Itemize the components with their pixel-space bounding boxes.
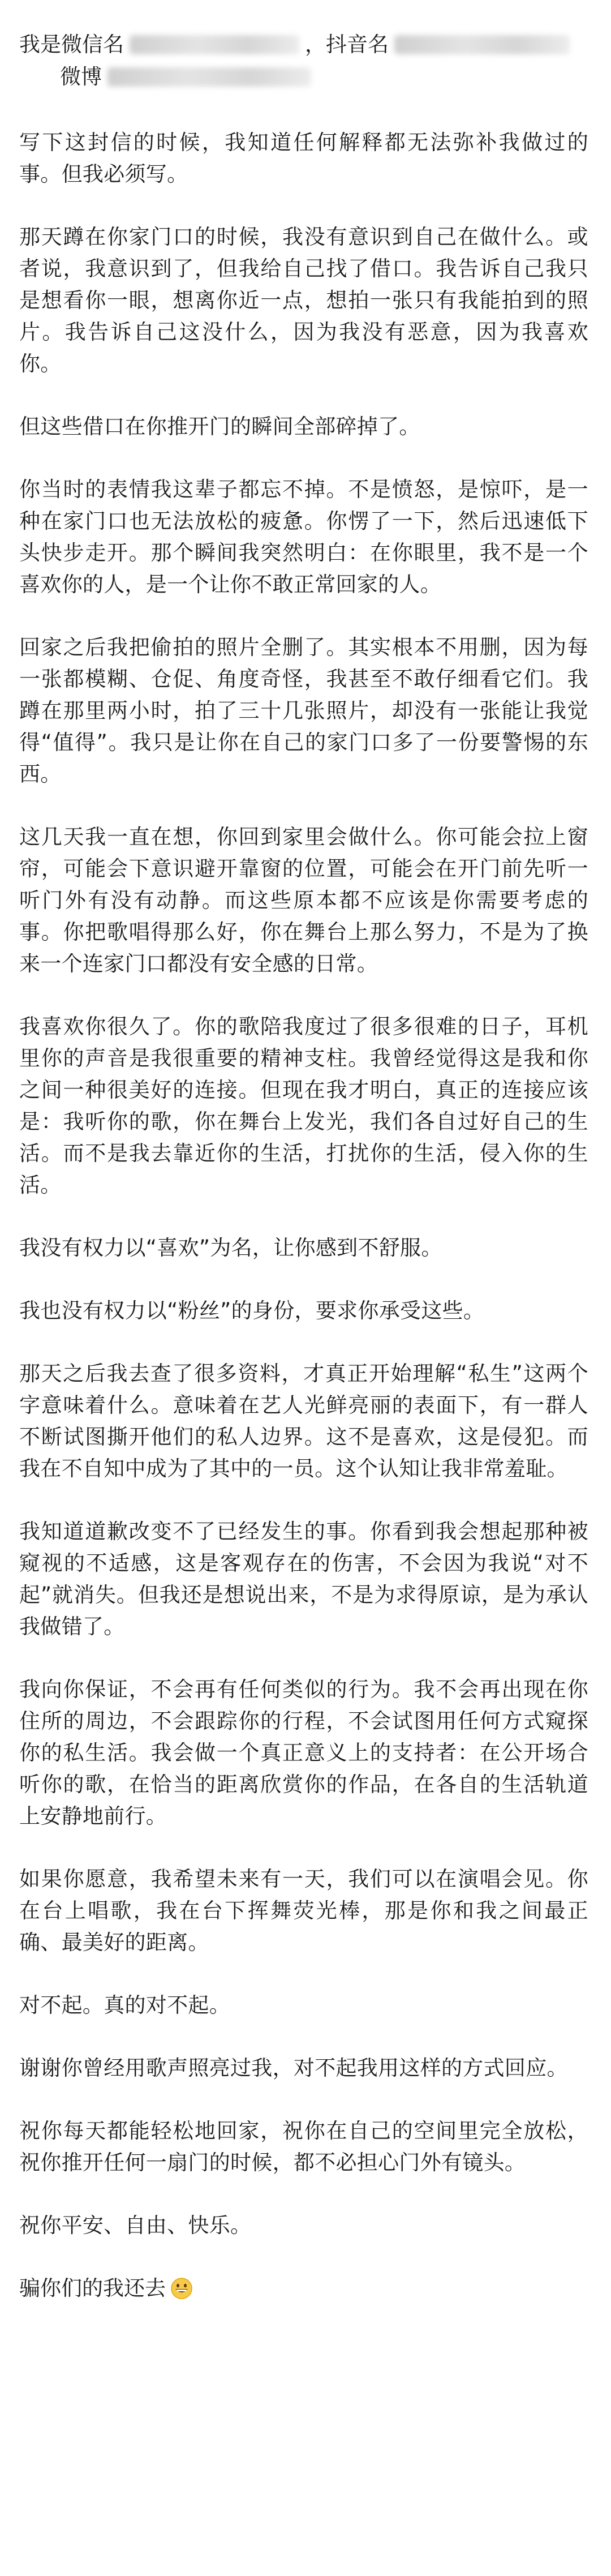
paragraph: 写下这封信的时候，我知道任何解释都无法弥补我做过的事。但我必须写。 [19, 130, 588, 186]
douyin-label: ，抖音名 [305, 32, 389, 57]
paragraph: 那天之后我去查了很多资料，才真正开始理解“私生”这两个字意味着什么。意味着在艺人光鲜亮丽的表面下，有一群人不断试图撕开他们的私人边界。这不是喜欢，这是侵犯。而我在不自知中成为了其中的一员。这个认知让我非常羞耻。 [19, 1361, 588, 1481]
paragraph: 你当时的表情我这辈子都忘不掉。不是愤怒，是惊吓，是一种在家门口也无法放松的疲惫。你愣了一下，然后迅速低下头快步走开。那个瞬间我突然明白：在你眼里，我不是一个喜欢你的人，是一个让你不敢正常回家的人。 [19, 477, 588, 597]
paragraph: 但这些借口在你推开门的瞬间全部碎掉了。 [19, 414, 420, 439]
paragraph: 谢谢你曾经用歌声照亮过我，对不起我用这样的方式回应。 [19, 2056, 568, 2080]
paragraph: 我向你保证，不会再有任何类似的行为。我不会再出现在你住所的周边，不会跟踪你的行程，不会试图用任何方式窥探你的私生活。我会做一个真正意义上的支持者：在公开场合听你的歌，在恰当的距离欣赏你的作品，在各自的生活轨道上安静地前行。 [19, 1677, 588, 1828]
paragraph: 我没有权力以“喜欢”为名，让你感到不舒服。 [19, 1236, 442, 1260]
blurred-weixin-name [130, 35, 299, 54]
paragraph: 对不起。真的对不起。 [19, 1993, 230, 2017]
paragraph: 回家之后我把偷拍的照片全删了。其实根本不用删，因为每一张都模糊、仓促、角度奇怪，我甚至不敢仔细看它们。我蹲在那里两小时，拍了三十几张照片，却没有一张能让我觉得“值得”。我只是让你在自己的家门口多了一份要警惕的东西。 [19, 635, 588, 786]
header-line-2 [19, 61, 588, 93]
paragraph: 这几天我一直在想，你回到家里会做什么。你可能会拉上窗帘，可能会下意识避开靠窗的位置，可能会在开门前先听一听门外有没有动静。而这些原本都不应该是你需要考虑的事。你把歌唱得那么好，你在舞台上那么努力，不是为了换来一个连家门口都没有安全感的日常。 [19, 825, 588, 976]
paragraph: 那天蹲在你家门口的时候，我没有意识到自己在做什么。或者说，我意识到了，但我给自己找了借口。我告诉自己我只是想看你一眼，想离你近一点，想拍一张只有我能拍到的照片。我告诉自己这没什么，因为我没有恶意，因为我喜欢你。 [19, 225, 588, 376]
letter-header [19, 28, 588, 93]
paragraph: 祝你每天都能轻松地回家，祝你在自己的空间里完全放松，祝你推开任何一扇门的时候，都不必担心门外有镜头。 [19, 2119, 588, 2175]
blurred-douyin-name [394, 35, 570, 54]
closing-text: 骗你们的我还去 [19, 2276, 166, 2300]
paragraph: 我喜欢你很久了。你的歌陪我度过了很多很难的日子，耳机里你的声音是我很重要的精神支柱。我曾经觉得这是我和你之间一种很美好的连接。但现在我才明白，真正的连接应该是：我听你的歌，你在舞台上发光，我们各自过好自己的生活。而不是我去靠近你的生活，打扰你的生活，侵入你的生活。 [19, 1014, 588, 1197]
closing-line [19, 2273, 588, 2304]
paragraph: 祝你平安、自由、快乐。 [19, 2213, 252, 2238]
weibo-label: 微博 [60, 65, 102, 89]
paragraph: 如果你愿意，我希望未来有一天，我们可以在演唱会见。你在台上唱歌，我在台下挥舞荧光棒，那是你和我之间最正确、最美好的距离。 [19, 1867, 588, 1954]
blurred-weibo-name [107, 67, 311, 87]
header-line-1 [19, 28, 588, 61]
paragraph: 我也没有权力以“粉丝”的身份，要求你承受这些。 [19, 1298, 485, 1323]
weixin-label: 我是微信名 [19, 32, 124, 57]
grinning-face-emoji-icon [170, 2277, 193, 2300]
paragraph: 我知道道歉改变不了已经发生的事。你看到我会想起那种被窥视的不适感，这是客观存在的伤害，不会因为我说“对不起”就消失。但我还是想说出来，不是为求得原谅，是为承认我做错了。 [19, 1519, 588, 1639]
